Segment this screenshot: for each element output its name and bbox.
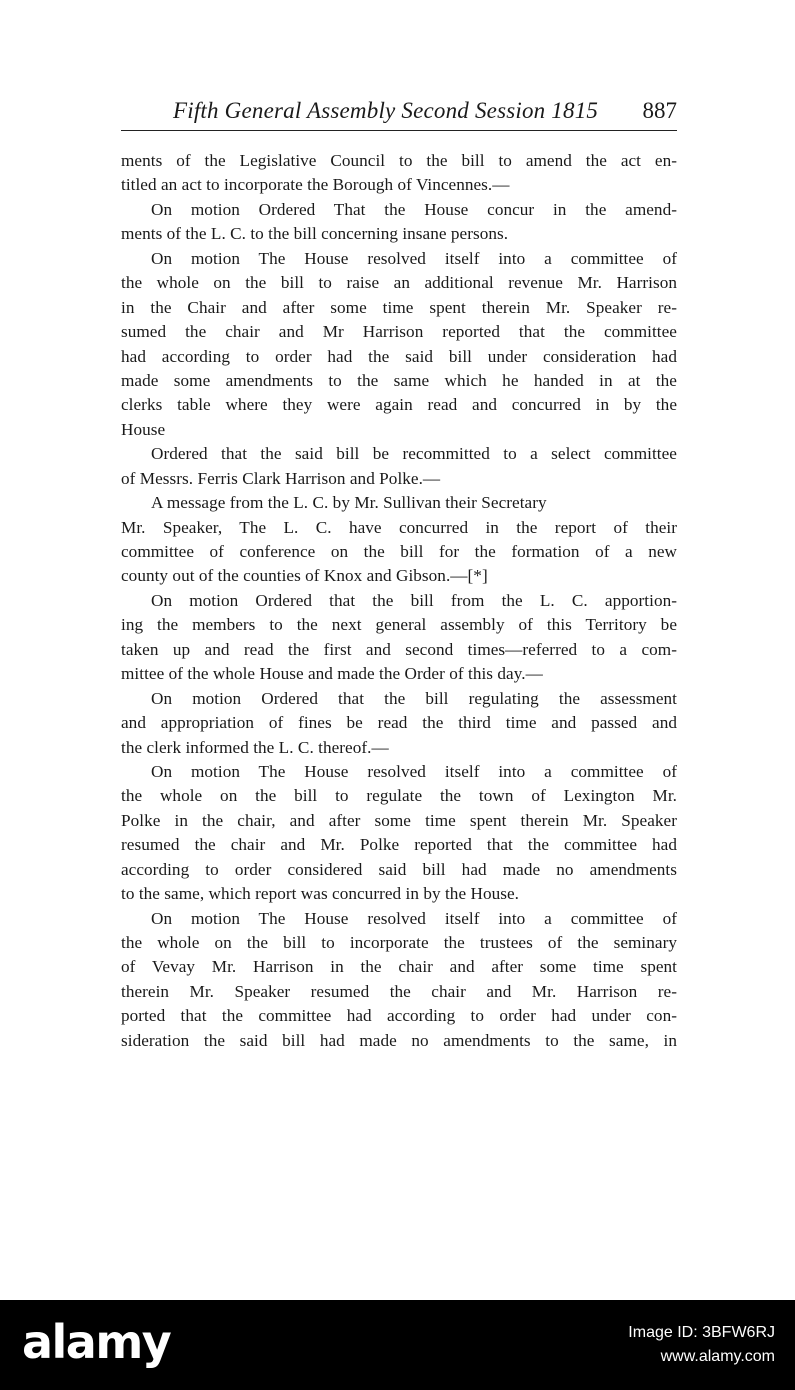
- text-line: On motion Ordered that the bill from the L. C. apportion-: [151, 590, 677, 610]
- text-line: the whole on the bill to regulate the town of Lexington Mr.: [121, 786, 677, 806]
- text-line: of Vevay Mr. Harrison in the chair and after some time spent: [121, 957, 677, 977]
- text-line: the whole on the bill to raise an additional revenue Mr. Harrison: [121, 273, 677, 293]
- text-line: titled an act to incorporate the Borough of Vincennes.—: [121, 175, 510, 195]
- text-line: On motion The House resolved itself into a committee of: [151, 908, 677, 928]
- brand-logo: alamy: [22, 1315, 171, 1369]
- text-line: in the Chair and after some time spent therein Mr. Speaker re-: [121, 297, 677, 317]
- site-url: www.alamy.com: [660, 1348, 775, 1365]
- text-line: of Messrs. Ferris Clark Harrison and Polke.—: [121, 468, 441, 488]
- running-head: [121, 96, 677, 131]
- text-line: ported that the committee had according to order had under con-: [121, 1006, 677, 1026]
- text-line: On motion Ordered that the bill regulating the assessment: [151, 688, 677, 708]
- text-line: On motion The House resolved itself into a committee of: [151, 761, 677, 781]
- text-line: On motion Ordered That the House concur in the amend-: [151, 199, 677, 219]
- text-line: Ordered that the said bill be recommitted to a select committee: [151, 444, 677, 464]
- watermark-footer: [0, 1300, 795, 1390]
- text-line: ing the members to the next general assembly of this Territory be: [121, 615, 677, 635]
- text-line: Polke in the chair, and after some time spent therein Mr. Speaker: [121, 810, 677, 830]
- page-number: 887: [642, 98, 677, 123]
- text-line: to the same, which report was concurred in by the House.: [121, 884, 519, 904]
- running-title: Fifth General Assembly Second Session 1815: [173, 98, 599, 123]
- text-line: sumed the chair and Mr Harrison reported that the committee: [121, 322, 677, 342]
- text-line: therein Mr. Speaker resumed the chair and Mr. Harrison re-: [121, 981, 677, 1001]
- text-line: clerks table where they were again read and concurred in by the: [121, 395, 677, 415]
- text-line: and appropriation of fines be read the third time and passed and: [121, 713, 677, 733]
- text-line: House: [121, 419, 166, 439]
- text-line: ments of the L. C. to the bill concerning insane persons.: [121, 224, 509, 244]
- text-line: mittee of the whole House and made the Order of this day.—: [121, 664, 543, 684]
- text-line: county out of the counties of Knox and Gibson.—[*]: [121, 566, 488, 586]
- image-id-label: Image ID: 3BFW6RJ: [628, 1324, 775, 1341]
- text-line: according to order considered said bill had made no amendments: [121, 859, 677, 879]
- text-line: made some amendments to the same which he handed in at the: [121, 370, 677, 390]
- text-line: A message from the L. C. by Mr. Sullivan their Secretary: [151, 493, 547, 513]
- text-line: On motion The House resolved itself into a committee of: [151, 248, 677, 268]
- text-line: Mr. Speaker, The L. C. have concurred in the report of their: [121, 517, 677, 537]
- text-line: ments of the Legislative Council to the bill to amend the act en-: [121, 151, 677, 170]
- text-line: taken up and read the first and second times—referred to a com-: [121, 639, 677, 659]
- text-line: had according to order had the said bill under consideration had: [121, 346, 677, 366]
- body-text: [121, 149, 677, 1053]
- text-line: the whole on the bill to incorporate the trustees of the seminary: [121, 933, 677, 952]
- text-line: resumed the chair and Mr. Polke reported that the committee had: [121, 835, 677, 855]
- text-line: the clerk informed the L. C. thereof.—: [121, 737, 389, 757]
- text-line: committee of conference on the bill for the formation of a new: [121, 542, 677, 561]
- text-line: sideration the said bill had made no amendments to the same, in: [121, 1030, 677, 1050]
